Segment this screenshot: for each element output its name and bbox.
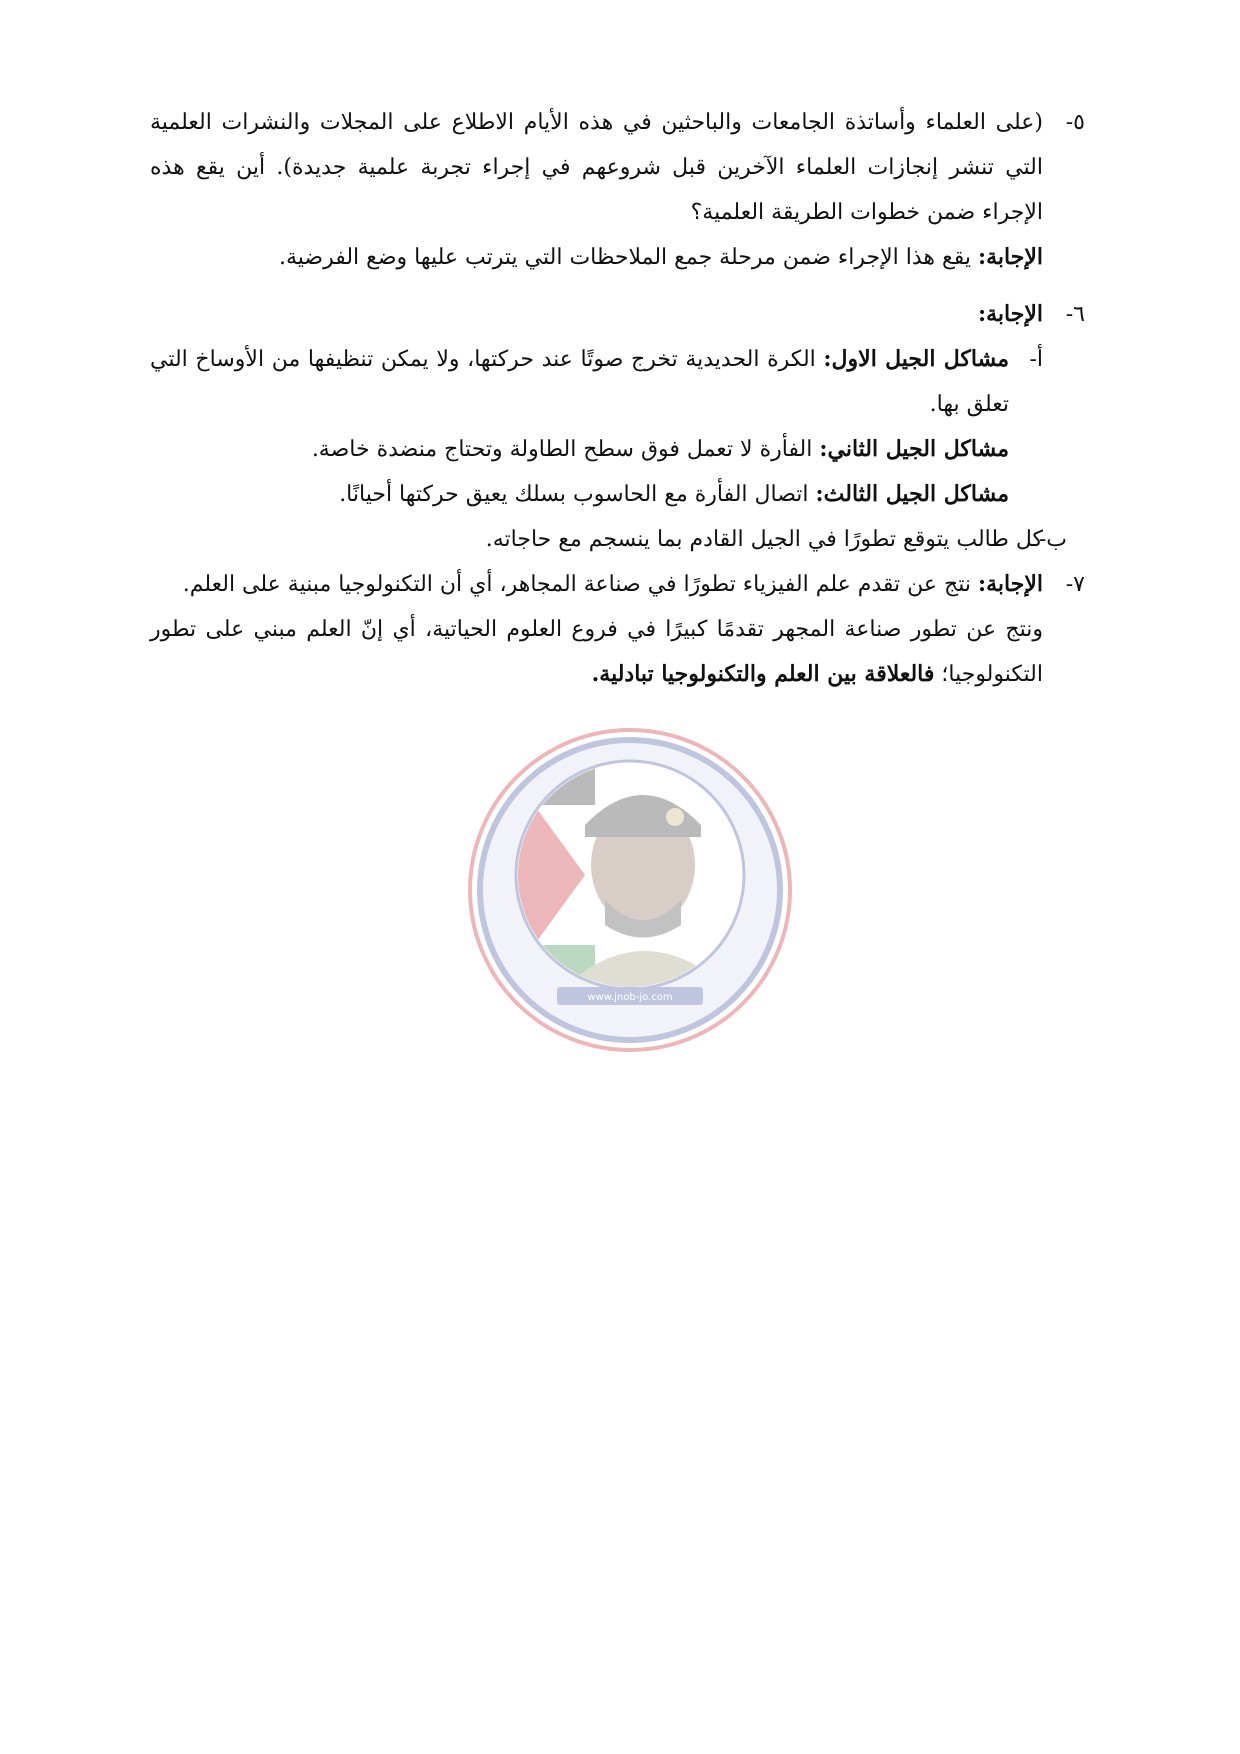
question-5 — [150, 100, 1085, 280]
part-b-text: كل طالب يتوقع تطورًا في الجيل القادم بما ينسجم مع حاجاته. — [485, 527, 1043, 552]
answer-label: الإجابة: — [977, 571, 1043, 597]
portrait-seal-icon — [465, 725, 795, 1055]
question-6-part-a — [150, 337, 1085, 517]
gen2-label: مشاكل الجيل الثاني: — [819, 436, 1009, 462]
gen3-text: اتصال الفأرة مع الحاسوب بسلك يعيق حركتها أحيانًا. — [339, 482, 816, 507]
gen3-item — [150, 472, 1009, 517]
gen2-item — [150, 427, 1009, 472]
answer-label: الإجابة: — [977, 301, 1043, 327]
conclusion-text: فالعلاقة بين العلم والتكنولوجيا تبادلية. — [591, 661, 935, 687]
gen1-label: مشاكل الجيل الاول: — [823, 346, 1009, 372]
watermark-url-text: www.jnob-jo.com — [587, 992, 673, 1003]
gen1-text: الكرة الحديدية تخرج صوتًا عند حركتها، ولا يمكن تنظيفها من الأوساخ التي تعلق بها. — [150, 347, 1009, 417]
gen2-text: الفأرة لا تعمل فوق سطح الطاولة وتحتاج منضدة خاصة. — [311, 437, 820, 462]
gen1-item — [150, 337, 1009, 427]
question-7-line1 — [150, 562, 1043, 607]
question-7-line2 — [150, 607, 1043, 697]
part-letter: أ- — [1029, 347, 1043, 372]
gen3-label: مشاكل الجيل الثالث: — [815, 481, 1009, 507]
question-number: ٥- — [1065, 110, 1085, 135]
question-6-part-b — [150, 517, 1085, 562]
question-5-text: (على العلماء وأساتذة الجامعات والباحثين في هذه الأيام الاطلاع على المجلات والنشرات العلمية التي تنشر إنجازات العلماء الآخرين قبل شروعهم في إجراء تجربة علمية جديدة). أين يقع هذه الإجراء ضمن خطوات الطريقة العلمية؟ — [150, 110, 1043, 225]
answer-text: نتج عن تقدم علم الفيزياء تطورًا في صناعة المجاهر، أي أن التكنولوجيا مبنية على العلم. — [182, 572, 978, 597]
answer-content — [150, 100, 1085, 697]
question-5-answer — [150, 235, 1043, 280]
question-7 — [150, 562, 1085, 697]
question-6 — [150, 292, 1085, 337]
question-number: ٦- — [1065, 302, 1085, 327]
answer-text: يقع هذا الإجراء ضمن مرحلة جمع الملاحظات التي يترتب عليها وضع الفرضية. — [278, 245, 978, 270]
answer-text: ونتج عن تطور صناعة المجهر تقدمًا كبيرًا في فروع العلوم الحياتية، أي إنّ العلم مبني على تطور التكنولوجيا؛ — [150, 617, 1043, 687]
answer-label: الإجابة: — [977, 244, 1043, 270]
question-number: ٧- — [1065, 572, 1085, 597]
part-letter: ب- — [1038, 527, 1067, 552]
